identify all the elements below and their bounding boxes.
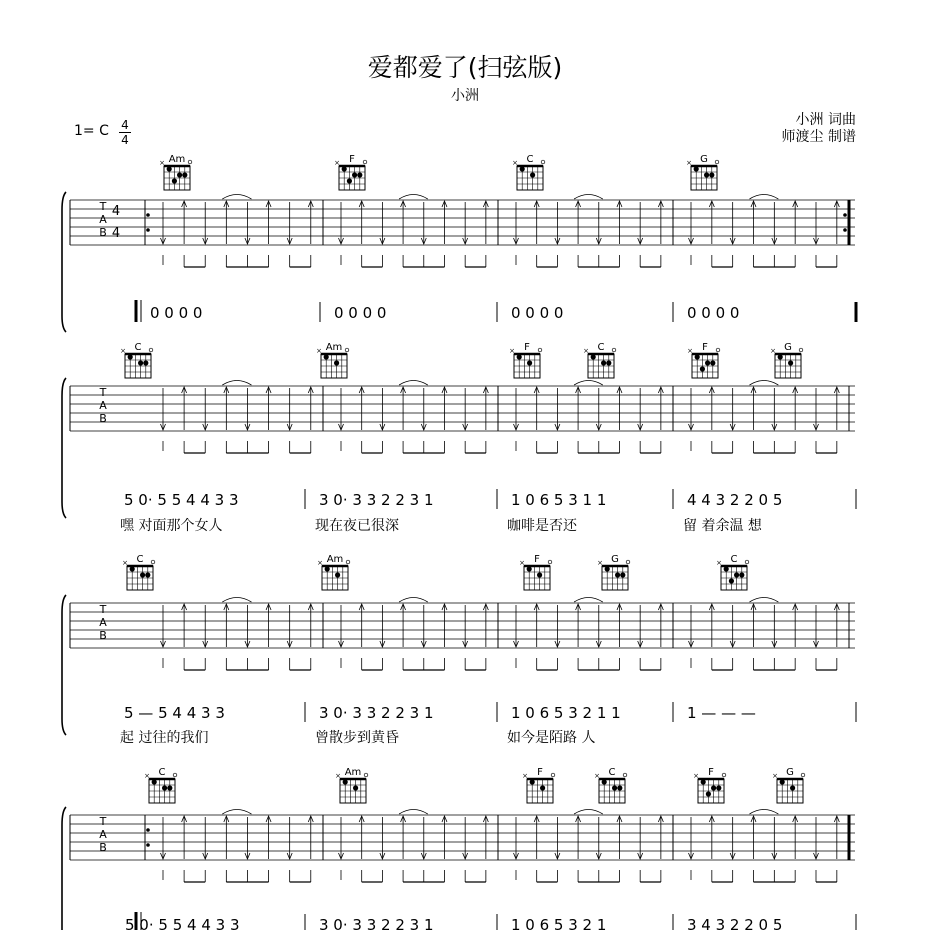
chord-dot xyxy=(537,572,542,577)
chord-dot xyxy=(729,578,734,583)
muted-string-marker: × xyxy=(519,559,525,567)
muted-string-marker: × xyxy=(317,559,323,567)
muted-string-marker: × xyxy=(120,347,126,355)
muted-string-marker: × xyxy=(597,559,603,567)
chord-dot xyxy=(152,779,157,784)
open-string-marker xyxy=(346,560,350,564)
tie-arc xyxy=(222,195,251,200)
tie-arc xyxy=(750,195,779,200)
tab-credit: 师渡尘 制谱 xyxy=(781,129,856,145)
system-bracket xyxy=(62,192,66,332)
chord-dot xyxy=(601,360,606,365)
chord-name: G xyxy=(784,342,792,353)
system-bracket xyxy=(62,595,66,735)
repeat-dot xyxy=(146,213,150,217)
muted-string-marker: × xyxy=(512,159,518,167)
jianpu-measure: 3 0· 3 3 2 2 3 1 xyxy=(319,704,434,722)
chord-name: C xyxy=(730,554,738,565)
lyrics-credit: 小洲 词曲 xyxy=(795,112,856,128)
chord-name: C xyxy=(134,342,142,353)
lyric-line: 留 着余温 想 xyxy=(683,518,762,534)
open-string-marker xyxy=(745,560,749,564)
chord-dot xyxy=(612,785,617,790)
repeat-dot xyxy=(146,228,150,232)
chord-name: C xyxy=(608,767,616,778)
tab-clef-letter: A xyxy=(99,616,107,629)
jianpu-measure: 5 — 5 4 4 3 3 xyxy=(124,704,225,722)
song-title: 爱都爱了(扫弦版) xyxy=(367,53,563,82)
chord-dot xyxy=(138,360,143,365)
chord-name: F xyxy=(524,342,530,353)
chord-name: G xyxy=(700,154,708,165)
chord-dot xyxy=(520,166,525,171)
tie-arc xyxy=(574,381,603,386)
jianpu-measure: 5 0· 5 5 4 4 3 3 xyxy=(125,916,240,930)
chord-dot xyxy=(695,354,700,359)
chord-name: F xyxy=(708,767,714,778)
system-bracket xyxy=(62,807,66,930)
open-string-marker xyxy=(363,160,367,164)
chord-dot xyxy=(527,566,532,571)
chord-name: Am xyxy=(168,154,186,165)
muted-string-marker: × xyxy=(772,772,778,780)
muted-string-marker: × xyxy=(522,772,528,780)
chord-name: F xyxy=(702,342,708,353)
repeat-dot xyxy=(146,843,150,847)
chord-dot xyxy=(602,779,607,784)
chord-name: Am xyxy=(325,342,343,353)
open-string-marker xyxy=(716,348,720,352)
lyric-line: 曾散步到黄昏 xyxy=(315,730,399,746)
lyric-line: 咖啡是否还 xyxy=(507,518,577,534)
chord-dot xyxy=(617,785,622,790)
chord-name: F xyxy=(534,554,540,565)
open-string-marker xyxy=(345,348,349,352)
tab-clef-letter: T xyxy=(99,200,107,213)
muted-string-marker: × xyxy=(770,347,776,355)
chord-dot xyxy=(790,785,795,790)
open-string-marker xyxy=(715,160,719,164)
jianpu-measure: 3 0· 3 3 2 2 3 1 xyxy=(319,491,434,509)
muted-string-marker: × xyxy=(316,347,322,355)
jianpu-measure: 0 0 0 0 xyxy=(687,304,740,322)
chord-dot xyxy=(605,566,610,571)
open-string-marker xyxy=(551,773,555,777)
system-bracket xyxy=(62,378,66,518)
muted-string-marker: × xyxy=(144,772,150,780)
tie-arc xyxy=(574,195,603,200)
tab-clef-letter: B xyxy=(99,629,107,642)
chord-dot xyxy=(343,779,348,784)
chord-dot xyxy=(527,360,532,365)
chord-dot xyxy=(353,785,358,790)
open-string-marker xyxy=(548,560,552,564)
chord-dot xyxy=(530,779,535,784)
open-string-marker xyxy=(538,348,542,352)
open-string-marker xyxy=(151,560,155,564)
repeat-dot xyxy=(843,213,847,217)
jianpu-measure: 4 4 3 2 2 0 5 xyxy=(687,491,783,509)
chord-dot xyxy=(724,566,729,571)
open-string-marker xyxy=(541,160,545,164)
chord-dot xyxy=(778,354,783,359)
open-string-marker xyxy=(173,773,177,777)
muted-string-marker: × xyxy=(583,347,589,355)
chord-name: G xyxy=(786,767,794,778)
tie-arc xyxy=(750,810,779,815)
open-string-marker xyxy=(722,773,726,777)
tab-time-top: 4 xyxy=(111,204,121,219)
tie-arc xyxy=(399,195,428,200)
chord-dot xyxy=(709,172,714,177)
chord-dot xyxy=(357,172,362,177)
tie-arc xyxy=(222,381,251,386)
chord-dot xyxy=(517,354,522,359)
chord-dot xyxy=(780,779,785,784)
tab-time-bottom: 4 xyxy=(111,226,121,241)
chord-dot xyxy=(700,366,705,371)
chord-dot xyxy=(606,360,611,365)
chord-dot xyxy=(704,172,709,177)
muted-string-marker: × xyxy=(716,559,722,567)
repeat-dot xyxy=(843,228,847,232)
chord-dot xyxy=(342,166,347,171)
muted-string-marker: × xyxy=(334,159,340,167)
jianpu-measure: 0 0 0 0 xyxy=(334,304,387,322)
open-string-marker xyxy=(612,348,616,352)
tie-arc xyxy=(750,381,779,386)
chord-name: Am xyxy=(326,554,344,565)
tab-clef-letter: T xyxy=(99,386,107,399)
chord-dot xyxy=(711,785,716,790)
tie-arc xyxy=(574,810,603,815)
muted-string-marker: × xyxy=(594,772,600,780)
lyric-line: 现在夜已很深 xyxy=(315,518,399,534)
repeat-dot xyxy=(146,828,150,832)
muted-string-marker: × xyxy=(686,159,692,167)
chord-name: C xyxy=(158,767,166,778)
chord-dot xyxy=(694,166,699,171)
open-string-marker xyxy=(188,160,192,164)
chord-dot xyxy=(334,360,339,365)
muted-string-marker: × xyxy=(693,772,699,780)
chord-dot xyxy=(352,172,357,177)
chord-name: C xyxy=(526,154,534,165)
open-string-marker xyxy=(801,773,805,777)
jianpu-measure: 1 0 6 5 3 2 1 xyxy=(511,916,607,930)
chord-dot xyxy=(145,572,150,577)
tie-arc xyxy=(750,598,779,603)
lyric-line: 嘿 对面那个女人 xyxy=(120,518,223,534)
tie-arc xyxy=(222,810,251,815)
tie-arc xyxy=(574,598,603,603)
chord-dot xyxy=(710,360,715,365)
tab-clef-letter: T xyxy=(99,815,107,828)
chord-dot xyxy=(130,566,135,571)
chord-dot xyxy=(620,572,625,577)
chord-dot xyxy=(335,572,340,577)
open-string-marker xyxy=(626,560,630,564)
chord-dot xyxy=(140,572,145,577)
chord-dot xyxy=(530,172,535,177)
tie-arc xyxy=(399,381,428,386)
lyric-line: 如今是陌路 人 xyxy=(507,730,596,746)
tie-arc xyxy=(222,598,251,603)
chord-name: C xyxy=(136,554,144,565)
jianpu-measure: 0 0 0 0 xyxy=(511,304,564,322)
chord-dot xyxy=(167,785,172,790)
chord-dot xyxy=(591,354,596,359)
tab-clef-letter: A xyxy=(99,213,107,226)
chord-dot xyxy=(788,360,793,365)
jianpu-measure: 3 4 3 2 2 0 5 xyxy=(687,916,783,930)
chord-name: C xyxy=(597,342,605,353)
chord-name: G xyxy=(611,554,619,565)
muted-string-marker: × xyxy=(687,347,693,355)
chord-dot xyxy=(162,785,167,790)
chord-dot xyxy=(705,360,710,365)
muted-string-marker: × xyxy=(335,772,341,780)
chord-name: F xyxy=(349,154,355,165)
jianpu-measure: 0 0 0 0 xyxy=(150,304,203,322)
chord-name: Am xyxy=(344,767,362,778)
lyric-line: 起 过往的我们 xyxy=(120,730,209,746)
open-string-marker xyxy=(149,348,153,352)
tab-clef-letter: A xyxy=(99,399,107,412)
jianpu-measure: 1 — — — xyxy=(687,704,756,722)
chord-dot xyxy=(177,172,182,177)
chord-dot xyxy=(540,785,545,790)
open-string-marker xyxy=(623,773,627,777)
muted-string-marker: × xyxy=(159,159,165,167)
chord-dot xyxy=(324,354,329,359)
muted-string-marker: × xyxy=(509,347,515,355)
open-string-marker xyxy=(799,348,803,352)
key-signature: 1= C xyxy=(74,123,109,139)
tab-clef-letter: B xyxy=(99,841,107,854)
tab-clef-letter: A xyxy=(99,828,107,841)
chord-dot xyxy=(325,566,330,571)
open-string-marker xyxy=(364,773,368,777)
chord-dot xyxy=(143,360,148,365)
chord-dot xyxy=(615,572,620,577)
time-signature-bottom: 4 xyxy=(121,133,129,147)
chord-dot xyxy=(716,785,721,790)
chord-name: F xyxy=(537,767,543,778)
chord-dot xyxy=(167,166,172,171)
chord-dot xyxy=(734,572,739,577)
jianpu-measure: 5 0· 5 5 4 4 3 3 xyxy=(124,491,239,509)
tab-clef-letter: T xyxy=(99,603,107,616)
jianpu-measure: 1 0 6 5 3 1 1 xyxy=(511,491,607,509)
jianpu-measure: 1 0 6 5 3 2 1 1 xyxy=(511,704,621,722)
tie-arc xyxy=(399,598,428,603)
tab-clef-letter: B xyxy=(99,412,107,425)
chord-dot xyxy=(706,791,711,796)
tie-arc xyxy=(399,810,428,815)
artist-name: 小洲 xyxy=(451,88,479,104)
chord-dot xyxy=(701,779,706,784)
chord-dot xyxy=(182,172,187,177)
time-signature-top: 4 xyxy=(121,118,129,132)
jianpu-measure: 3 0· 3 3 2 2 3 1 xyxy=(319,916,434,930)
muted-string-marker: × xyxy=(122,559,128,567)
chord-dot xyxy=(739,572,744,577)
chord-dot xyxy=(172,178,177,183)
chord-dot xyxy=(128,354,133,359)
chord-dot xyxy=(347,178,352,183)
tab-clef-letter: B xyxy=(99,226,107,239)
